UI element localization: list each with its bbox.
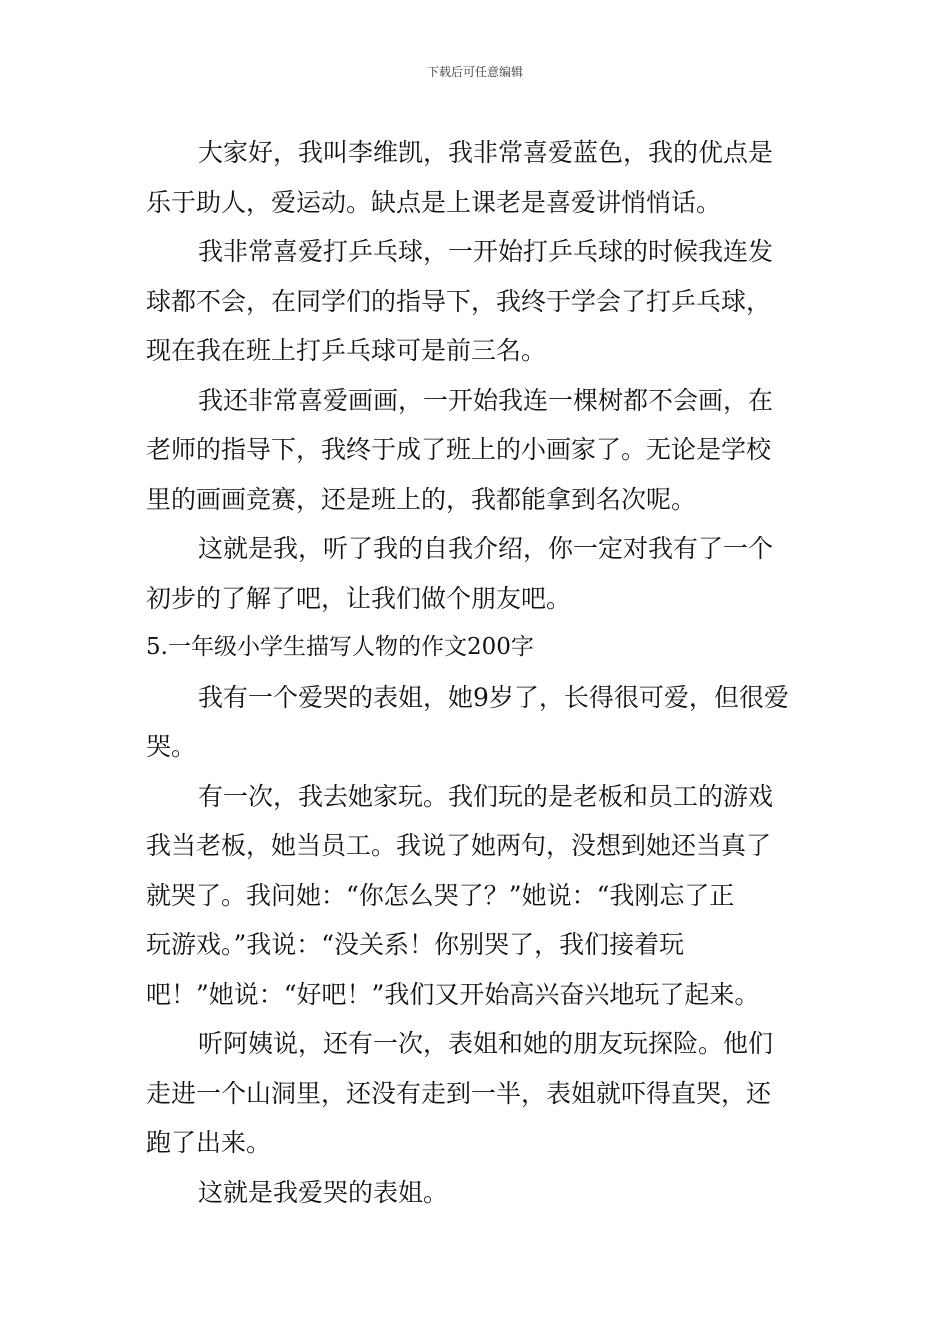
text-line: 这就是我，听了我的自我介绍，你一定对我有了一个 — [198, 534, 774, 563]
text-line: 跑了出来。 — [146, 1128, 272, 1157]
paragraph-game-story — [146, 772, 810, 1020]
paragraph-closing — [146, 524, 810, 623]
text-line: 大家好，我叫李维凯，我非常喜爱蓝色，我的优点是 — [198, 138, 774, 167]
page-header-note: 下载后可任意编辑 — [426, 65, 523, 79]
text-line: 乐于助人，爱运动。缺点是上课老是喜爱讲悄悄话。 — [146, 187, 722, 217]
text-line: 哭。 — [146, 732, 197, 761]
heading-text: 5.一年级小学生描写人物的作文200字 — [146, 634, 534, 660]
paragraph-drawing — [146, 376, 810, 525]
text-line: 球都不会，在同学们的指导下，我终于学会了打乒乓球， — [146, 286, 772, 316]
paragraph-cave-story — [146, 1019, 810, 1168]
paragraph-cousin-intro — [146, 673, 810, 772]
paragraph-self-intro — [146, 128, 810, 227]
text-line: 现在我在班上打乒乓球可是前三名。 — [146, 336, 547, 365]
text-line: 我非常喜爱打乒乓球，一开始打乒乓球的时候我连发 — [198, 237, 774, 266]
text-line: 就哭了。我问她：“你怎么哭了？”她说：“我刚忘了正 — [146, 880, 735, 910]
text-line: 我有一个爱哭的表姐，她9岁了，长得很可爱，但很爱 — [198, 682, 789, 712]
text-line: 我当老板，她当员工。我说了她两句，没想到她还当真了 — [146, 831, 772, 860]
paragraph-ending — [146, 1168, 810, 1218]
text-line: 我还非常喜爱画画，一开始我连一棵树都不会画，在 — [198, 385, 774, 415]
text-line: 吧！”她说：“好吧！”我们又开始高兴奋兴地玩了起来。 — [146, 979, 760, 1009]
text-line: 里的画画竞赛，还是班上的，我都能拿到名次呢。 — [146, 484, 697, 514]
section-heading — [146, 623, 810, 673]
document-body — [146, 128, 810, 1217]
paragraph-ping-pong — [146, 227, 810, 376]
text-line: 老师的指导下，我终于成了班上的小画家了。无论是学校 — [146, 435, 772, 464]
text-line: 走进一个山洞里，还没有走到一半，表姐就吓得直哭，还 — [146, 1078, 772, 1108]
text-line: 听阿姨说，还有一次，表姐和她的朋友玩探险。他们 — [198, 1029, 774, 1058]
text-line: 初步的了解了吧，让我们做个朋友吧。 — [146, 583, 572, 613]
text-line: 这就是我爱哭的表姐。 — [198, 1177, 449, 1207]
text-line: 有一次，我去她家玩。我们玩的是老板和员工的游戏 — [198, 781, 774, 811]
text-line: 玩游戏。”我说：“没关系！你别哭了，我们接着玩 — [146, 930, 685, 959]
